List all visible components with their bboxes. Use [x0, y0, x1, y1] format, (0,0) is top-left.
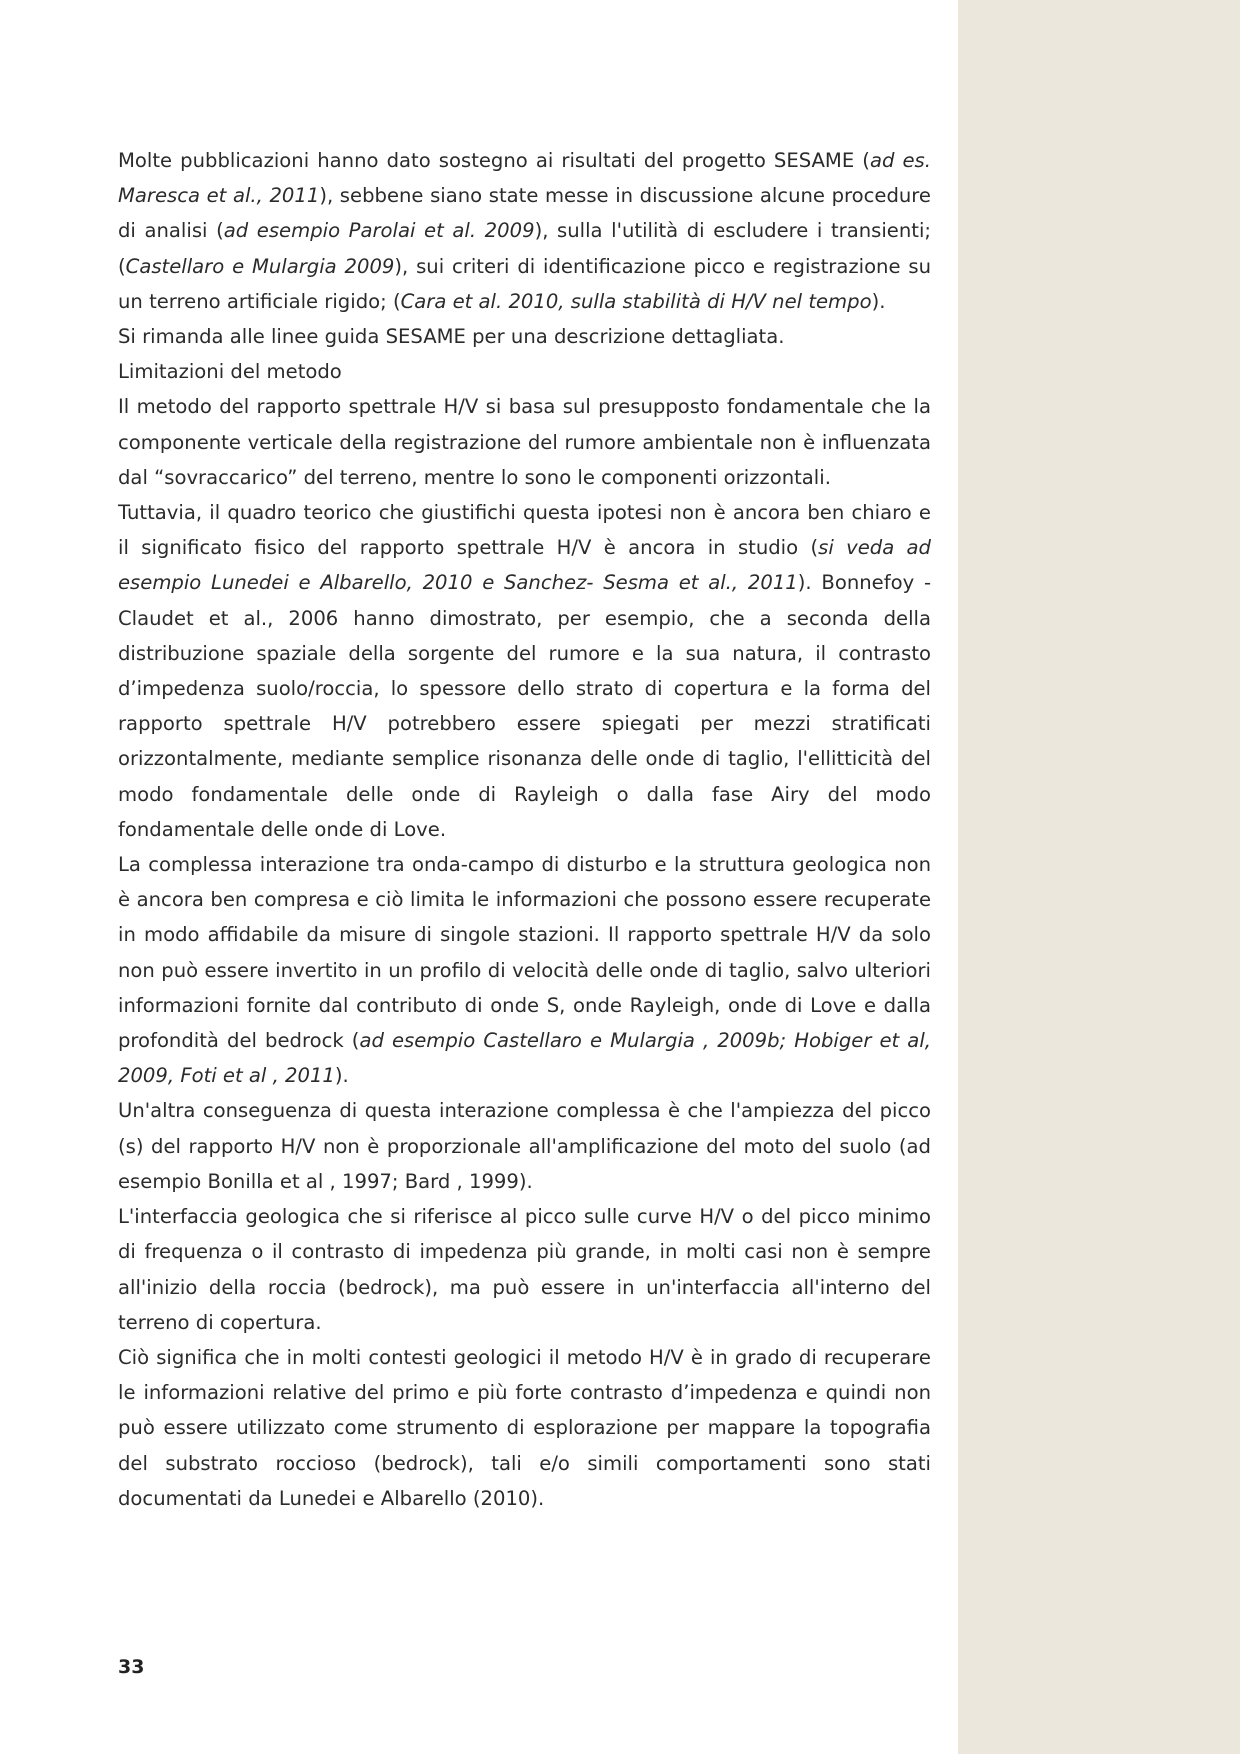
decorative-side-band — [958, 0, 1240, 1754]
text-segment: ), sulla l'utilità di escludere i transienti; ( — [118, 219, 931, 278]
text-segment: Un'altra conseguenza di questa interazione complessa è che l'ampiezza del picco (s) del rapporto H/V non è proporzionale all'amplificazione del moto del suolo (ad esempio Bonilla et al , 1997; Bard , 1999). — [118, 1099, 931, 1193]
text-segment: L'interfaccia geologica che si riferisce al picco sulle curve H/V o del picco minimo di frequenza o il contrasto di impedenza più grande, in molti casi non è sempre all'inizio della roccia (bedrock), ma può essere in un'interfaccia all'interno del terreno di copertura. — [118, 1205, 931, 1334]
citation-segment: ad esempio Parolai et al. 2009 — [223, 219, 535, 243]
citation-segment: ad esempio Castellaro e Mulargia , 2009b; Hobiger et al, 2009, Foti et al , 2011 — [118, 1029, 931, 1088]
text-segment: Limitazioni del metodo — [118, 360, 342, 384]
text-segment: ). Bonnefoy - Claudet et al., 2006 hanno dimostrato, per esempio, che a seconda della distribuzione spaziale della sorgente del rumore e la sua natura, il contrasto d’impedenza suolo/roccia, lo spessore dello strato di copertura e la forma del rapporto spettrale H/V potrebbero essere spiegati per mezzi stratificati orizzontalmente, mediante semplice risonanza delle onde di taglio, l'ellitticità del modo fondamentale delle onde di Rayleigh o dalla fase Airy del modo fondamentale delle onde di Love. — [118, 571, 932, 841]
text-segment: La complessa interazione tra onda-campo di disturbo e la struttura geologica non è ancora ben compresa e ciò limita le informazioni che possono essere recuperate in modo affidabile da misure di singole stazioni. Il rapporto spettrale H/V da solo non può essere invertito in un profilo di velocità delle onde di taglio, salvo ulteriori informazioni fornite dal contributo di onde S, onde Rayleigh, onde di Love e dalla profondità del bedrock ( — [118, 853, 931, 1053]
paragraph-complex-interaction — [118, 847, 931, 1093]
paragraph-hv-assumption — [118, 389, 931, 495]
text-segment: Si rimanda alle linee guida SESAME per una descrizione dettagliata. — [118, 325, 785, 349]
text-segment: Ciò significa che in molti contesti geologici il metodo H/V è in grado di recuperare le informazioni relative del primo e più forte contrasto d’impedenza e quindi non può essere utilizzato come strumento di esplorazione per mappare la topografia del substrato roccioso (bedrock), tali e/o simili comportamenti sono stati documentati da Lunedei e Albarello (2010). — [118, 1345, 931, 1510]
paragraph-method-implications — [118, 1340, 931, 1516]
paragraph-sesame-publications — [118, 143, 931, 319]
citation-segment: ad es. Maresca et al., 2011 — [118, 149, 931, 208]
text-segment: Tuttavia, il quadro teorico che giustifichi questa ipotesi non è ancora ben chiaro e il significato fisico del rapporto spettrale H/V è ancora in studio ( — [118, 501, 931, 560]
body-text — [118, 143, 931, 1516]
citation-segment: Cara et al. 2010, sulla stabilità di H/V nel tempo — [400, 289, 872, 313]
text-segment: ). — [334, 1064, 349, 1088]
text-segment: Molte pubblicazioni hanno dato sostegno ai risultati del progetto SESAME ( — [118, 149, 870, 172]
text-segment: Il metodo del rapporto spettrale H/V si basa sul presupposto fondamentale che la componente verticale della registrazione del rumore ambientale non è influenzata dal “sovraccarico” del terreno, mentre lo sono le componenti orizzontali. — [118, 395, 931, 489]
text-segment: ), sui criteri di identificazione picco e registrazione su un terreno artificiale rigido; ( — [118, 254, 931, 313]
citation-segment: Castellaro e Mulargia 2009 — [125, 254, 395, 278]
citation-segment: si veda ad esempio Lunedei e Albarello, 2010 e Sanchez- Sesma et al., 2011 — [118, 536, 931, 595]
text-segment: ), sebbene siano state messe in discussione alcune procedure di analisi ( — [118, 184, 931, 243]
paragraph-peak-amplitude — [118, 1093, 931, 1199]
paragraph-sesame-guidelines — [118, 319, 931, 354]
text-segment: ). — [871, 289, 886, 313]
page-number: 33 — [118, 1656, 145, 1678]
paragraph-theoretical-framework — [118, 495, 931, 847]
paragraph-geological-interface — [118, 1199, 931, 1340]
section-heading-limitations — [118, 354, 931, 389]
